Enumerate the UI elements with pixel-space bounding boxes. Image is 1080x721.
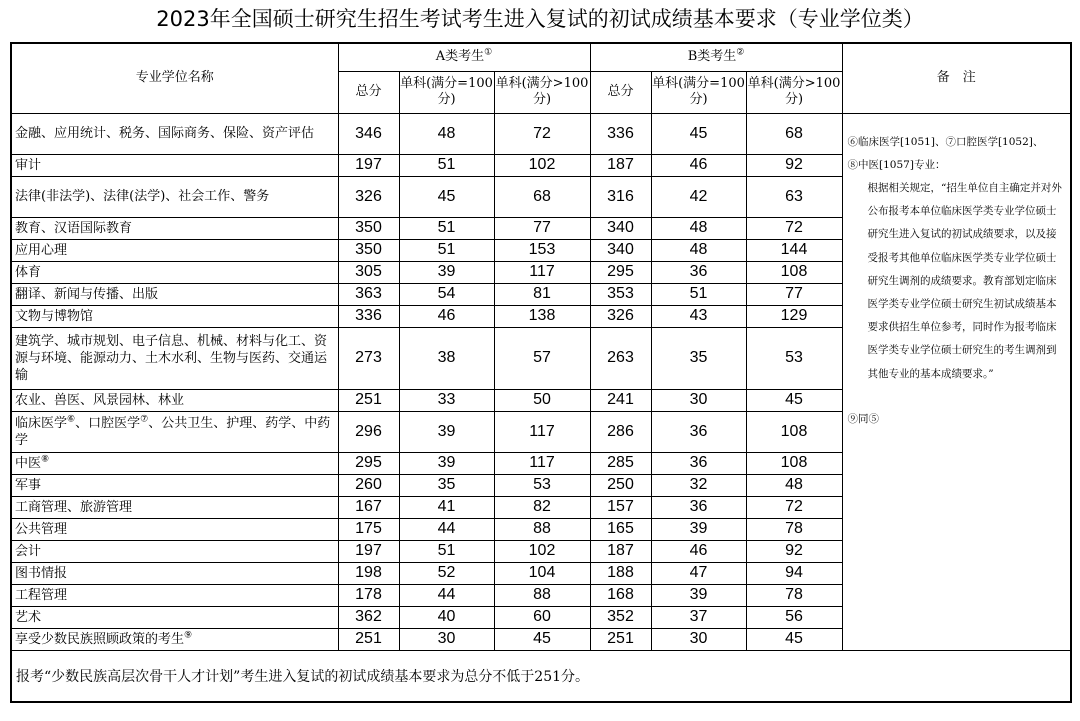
group-b-mark: ② — [736, 47, 745, 58]
score-a-total: 197 — [338, 540, 399, 562]
degree-name-text: 享受少数民族照顾政策的考生 — [15, 631, 185, 647]
score-b-total: 316 — [590, 176, 651, 217]
score-b-s100: 39 — [651, 518, 746, 540]
score-b-sgt: 53 — [746, 327, 842, 389]
score-a-sgt: 68 — [494, 176, 590, 217]
score-a-s100: 46 — [399, 305, 494, 327]
score-a-sgt: 72 — [494, 113, 590, 154]
score-a-total: 350 — [338, 239, 399, 261]
score-a-s100: 51 — [399, 239, 494, 261]
degree-name-text: 金融、应用统计、税务、国际商务、保险、资产评估 — [15, 126, 315, 141]
score-b-s100: 48 — [651, 217, 746, 239]
score-a-s100: 45 — [399, 176, 494, 217]
score-a-total: 198 — [338, 562, 399, 584]
score-a-sgt: 88 — [494, 584, 590, 606]
degree-name — [11, 540, 338, 562]
score-b-s100: 32 — [651, 474, 746, 496]
score-a-s100: 33 — [399, 389, 494, 411]
score-b-total: 295 — [590, 261, 651, 283]
score-b-total: 353 — [590, 283, 651, 305]
score-b-total: 340 — [590, 239, 651, 261]
score-b-total: 165 — [590, 518, 651, 540]
remarks-cell — [842, 113, 1071, 650]
score-b-sgt: 48 — [746, 474, 842, 496]
score-a-total: 295 — [338, 452, 399, 474]
degree-name — [11, 606, 338, 628]
degree-name-part: 、口腔医学 — [75, 415, 141, 431]
score-a-s100: 52 — [399, 562, 494, 584]
score-b-sgt: 94 — [746, 562, 842, 584]
degree-name-text: 农业、兽医、风景园林、林业 — [15, 392, 185, 408]
score-a-total: 346 — [338, 113, 399, 154]
score-a-s100: 44 — [399, 584, 494, 606]
degree-name-text: 图书情报 — [15, 565, 68, 581]
degree-name — [11, 452, 338, 474]
score-a-sgt: 57 — [494, 327, 590, 389]
footnote: 报考“少数民族高层次骨干人才计划”考生进入复试的初试成绩基本要求为总分不低于251分。 — [11, 650, 1071, 702]
header-group-a — [338, 43, 590, 71]
score-b-sgt: 77 — [746, 283, 842, 305]
score-b-sgt: 78 — [746, 518, 842, 540]
score-b-s100: 51 — [651, 283, 746, 305]
degree-name-text: 文物与博物馆 — [15, 308, 94, 324]
degree-name — [11, 327, 338, 389]
score-b-total: 157 — [590, 496, 651, 518]
group-a-mark: ① — [484, 47, 493, 58]
score-a-sgt: 153 — [494, 239, 590, 261]
score-a-sgt: 117 — [494, 411, 590, 452]
score-a-s100: 54 — [399, 283, 494, 305]
degree-name — [11, 113, 338, 154]
degree-name — [11, 261, 338, 283]
degree-name — [11, 411, 338, 452]
score-a-total: 305 — [338, 261, 399, 283]
requirements-table — [10, 42, 1072, 703]
degree-name — [11, 518, 338, 540]
score-b-total: 352 — [590, 606, 651, 628]
degree-name — [11, 217, 338, 239]
score-b-total: 187 — [590, 154, 651, 176]
header-group-b — [590, 43, 842, 71]
score-a-sgt: 50 — [494, 389, 590, 411]
score-a-s100: 51 — [399, 154, 494, 176]
degree-name-text: 审计 — [15, 157, 42, 173]
score-a-s100: 39 — [399, 411, 494, 452]
score-b-s100: 36 — [651, 411, 746, 452]
score-b-s100: 35 — [651, 327, 746, 389]
footnote-mark: ⑧ — [41, 454, 50, 465]
remark-line: ⑥临床医学[1051]、⑦口腔医学[1052]、 — [847, 135, 1044, 148]
score-a-s100: 40 — [399, 606, 494, 628]
score-a-total: 178 — [338, 584, 399, 606]
score-a-total: 336 — [338, 305, 399, 327]
score-b-s100: 30 — [651, 389, 746, 411]
degree-name-text: 艺术 — [15, 609, 42, 625]
header-degree-name: 专业学位名称 — [11, 43, 338, 113]
score-b-sgt: 108 — [746, 452, 842, 474]
score-b-s100: 30 — [651, 628, 746, 650]
score-a-s100: 35 — [399, 474, 494, 496]
degree-name-text: 法律(非法学)、法律(法学)、社会工作、警务 — [15, 189, 270, 204]
score-b-s100: 48 — [651, 239, 746, 261]
score-b-total: 263 — [590, 327, 651, 389]
score-a-s100: 39 — [399, 261, 494, 283]
score-b-s100: 36 — [651, 452, 746, 474]
score-a-s100: 41 — [399, 496, 494, 518]
header-a-total: 总分 — [338, 71, 399, 113]
score-a-sgt: 102 — [494, 540, 590, 562]
score-a-total: 175 — [338, 518, 399, 540]
score-a-sgt: 53 — [494, 474, 590, 496]
score-b-sgt: 45 — [746, 628, 842, 650]
header-b-total: 总分 — [590, 71, 651, 113]
score-b-s100: 45 — [651, 113, 746, 154]
score-a-total: 273 — [338, 327, 399, 389]
score-b-sgt: 92 — [746, 540, 842, 562]
score-b-s100: 36 — [651, 496, 746, 518]
degree-name-text: 工程管理 — [15, 587, 68, 603]
score-b-total: 250 — [590, 474, 651, 496]
degree-name — [11, 389, 338, 411]
degree-name — [11, 474, 338, 496]
degree-name-text: 工商管理、旅游管理 — [15, 499, 133, 515]
score-a-total: 326 — [338, 176, 399, 217]
group-a-label: A类考生 — [435, 49, 485, 65]
score-b-s100: 46 — [651, 154, 746, 176]
degree-name-text: 公共管理 — [15, 521, 68, 537]
score-b-sgt: 72 — [746, 217, 842, 239]
score-b-s100: 36 — [651, 261, 746, 283]
score-b-total: 285 — [590, 452, 651, 474]
score-b-sgt: 63 — [746, 176, 842, 217]
header-remarks: 备 注 — [842, 43, 1071, 113]
header-b-single-gt100: 单科(满分>100分) — [746, 71, 842, 113]
score-a-total: 251 — [338, 628, 399, 650]
score-a-s100: 38 — [399, 327, 494, 389]
degree-name-part: 、公共卫生、护理、药学、中药学 — [15, 415, 331, 448]
header-a-single-100: 单科(满分=100分) — [399, 71, 494, 113]
score-b-total: 188 — [590, 562, 651, 584]
score-a-s100: 30 — [399, 628, 494, 650]
score-b-s100: 46 — [651, 540, 746, 562]
score-b-total: 336 — [590, 113, 651, 154]
score-a-sgt: 117 — [494, 261, 590, 283]
remark-line: ⑧中医[1057]专业： — [847, 158, 946, 171]
group-b-label: B类考生 — [687, 49, 737, 65]
degree-name — [11, 496, 338, 518]
score-a-s100: 51 — [399, 540, 494, 562]
score-b-total: 187 — [590, 540, 651, 562]
degree-name-text: 教育、汉语国际教育 — [15, 220, 133, 236]
degree-name — [11, 562, 338, 584]
degree-name — [11, 283, 338, 305]
degree-name — [11, 584, 338, 606]
degree-name-text: 翻译、新闻与传播、出版 — [15, 286, 159, 302]
score-a-sgt: 77 — [494, 217, 590, 239]
score-b-sgt: 68 — [746, 113, 842, 154]
degree-name-part: 临床医学 — [15, 415, 68, 431]
header-b-single-100: 单科(满分=100分) — [651, 71, 746, 113]
degree-name-text: 军事 — [15, 477, 42, 493]
score-b-total: 241 — [590, 389, 651, 411]
score-b-sgt: 72 — [746, 496, 842, 518]
remark-note: ⑨同⑤ — [847, 412, 880, 425]
score-a-total: 363 — [338, 283, 399, 305]
score-a-sgt: 60 — [494, 606, 590, 628]
degree-name — [11, 176, 338, 217]
footnote-mark: ⑥ — [67, 414, 76, 425]
score-a-total: 362 — [338, 606, 399, 628]
score-a-s100: 44 — [399, 518, 494, 540]
score-b-total: 286 — [590, 411, 651, 452]
score-a-s100: 51 — [399, 217, 494, 239]
score-a-sgt: 82 — [494, 496, 590, 518]
score-a-total: 350 — [338, 217, 399, 239]
degree-name — [11, 239, 338, 261]
score-a-total: 197 — [338, 154, 399, 176]
score-b-sgt: 78 — [746, 584, 842, 606]
table-row — [11, 113, 1071, 154]
score-b-sgt: 129 — [746, 305, 842, 327]
score-a-total: 260 — [338, 474, 399, 496]
header-a-single-gt100: 单科(满分>100分) — [494, 71, 590, 113]
degree-name-text: 中医 — [15, 455, 42, 471]
score-a-sgt: 81 — [494, 283, 590, 305]
degree-name — [11, 154, 338, 176]
score-b-total: 251 — [590, 628, 651, 650]
degree-name-text: 建筑学、城市规划、电子信息、机械、材料与化工、资源与环境、能源动力、土木水利、生物与医药、交通运输 — [15, 333, 328, 383]
score-b-total: 168 — [590, 584, 651, 606]
score-b-s100: 37 — [651, 606, 746, 628]
score-b-total: 340 — [590, 217, 651, 239]
score-b-sgt: 92 — [746, 154, 842, 176]
score-b-sgt: 108 — [746, 411, 842, 452]
score-a-total: 296 — [338, 411, 399, 452]
score-a-sgt: 117 — [494, 452, 590, 474]
score-b-sgt: 56 — [746, 606, 842, 628]
degree-name — [11, 305, 338, 327]
degree-name-text: 体育 — [15, 264, 42, 280]
score-b-total: 326 — [590, 305, 651, 327]
score-a-s100: 39 — [399, 452, 494, 474]
score-b-sgt: 108 — [746, 261, 842, 283]
footnote-mark: ⑨ — [184, 630, 193, 641]
score-b-s100: 39 — [651, 584, 746, 606]
score-b-sgt: 144 — [746, 239, 842, 261]
score-b-s100: 43 — [651, 305, 746, 327]
score-a-sgt: 88 — [494, 518, 590, 540]
score-b-s100: 42 — [651, 176, 746, 217]
score-a-total: 167 — [338, 496, 399, 518]
score-b-sgt: 45 — [746, 389, 842, 411]
degree-name-text: 会计 — [15, 543, 42, 559]
score-a-s100: 48 — [399, 113, 494, 154]
footnote-mark: ⑦ — [140, 414, 149, 425]
score-a-total: 251 — [338, 389, 399, 411]
score-a-sgt: 104 — [494, 562, 590, 584]
remark-body: 根据相关规定，“招生单位自主确定并对外公布报考本单位临床医学类专业学位硕士研究生进入复试的初试成绩要求，以及接受报考其他单位临床医学类专业学位硕士研究生调剂的成绩要求。教育部划定临床医学类专业学位硕士研究生初试成绩基本要求供招生单位参考，同时作为报考临床医学类专业学位硕士研究生的考生调剂到其他专业的基本成绩要求。” — [867, 181, 1062, 380]
degree-name-text: 应用心理 — [15, 242, 68, 258]
score-a-sgt: 45 — [494, 628, 590, 650]
score-a-sgt: 138 — [494, 305, 590, 327]
score-a-sgt: 102 — [494, 154, 590, 176]
degree-name — [11, 628, 338, 650]
score-b-s100: 47 — [651, 562, 746, 584]
page-title: 2023年全国硕士研究生招生考试考生进入复试的初试成绩基本要求（专业学位类） — [156, 7, 924, 31]
